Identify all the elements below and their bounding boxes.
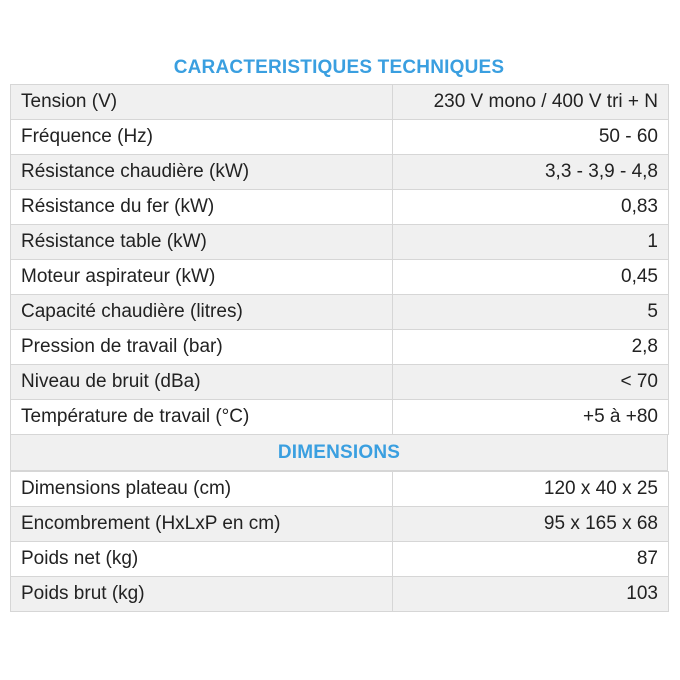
spec-value: 120 x 40 x 25 <box>393 472 669 507</box>
spec-label: Niveau de bruit (dBa) <box>11 365 393 400</box>
spec-label: Fréquence (Hz) <box>11 120 393 155</box>
spec-label: Température de travail (°C) <box>11 400 393 435</box>
table-row <box>11 120 669 155</box>
table-row <box>11 225 669 260</box>
table-row <box>11 365 669 400</box>
table-row <box>11 295 669 330</box>
table-row <box>11 260 669 295</box>
spec-label: Résistance du fer (kW) <box>11 190 393 225</box>
spec-value: 5 <box>393 295 669 330</box>
spec-value: 103 <box>393 577 669 612</box>
spec-label: Résistance chaudière (kW) <box>11 155 393 190</box>
spec-label: Pression de travail (bar) <box>11 330 393 365</box>
spec-value: 50 - 60 <box>393 120 669 155</box>
spec-value: 3,3 - 3,9 - 4,8 <box>393 155 669 190</box>
spec-value: 0,83 <box>393 190 669 225</box>
spec-value: 2,8 <box>393 330 669 365</box>
spec-value: 1 <box>393 225 669 260</box>
table-row <box>11 542 669 577</box>
table-row <box>11 507 669 542</box>
spec-value: 0,45 <box>393 260 669 295</box>
dimensions-table <box>10 471 669 612</box>
spec-label: Dimensions plateau (cm) <box>11 472 393 507</box>
table-row <box>11 400 669 435</box>
spec-sheet <box>10 52 668 612</box>
table-row <box>11 190 669 225</box>
spec-label: Encombrement (HxLxP en cm) <box>11 507 393 542</box>
table-row <box>11 472 669 507</box>
tech-spec-table <box>10 84 669 435</box>
spec-label: Résistance table (kW) <box>11 225 393 260</box>
spec-value: 230 V mono / 400 V tri + N <box>393 85 669 120</box>
spec-value: < 70 <box>393 365 669 400</box>
table-row <box>11 85 669 120</box>
table-row <box>11 155 669 190</box>
spec-value: 87 <box>393 542 669 577</box>
table-row <box>11 577 669 612</box>
spec-label: Poids brut (kg) <box>11 577 393 612</box>
dimensions-section-title: DIMENSIONS <box>10 435 668 471</box>
spec-label: Poids net (kg) <box>11 542 393 577</box>
spec-label: Tension (V) <box>11 85 393 120</box>
spec-value: 95 x 165 x 68 <box>393 507 669 542</box>
tech-section-title: CARACTERISTIQUES TECHNIQUES <box>173 57 505 78</box>
spec-label: Capacité chaudière (litres) <box>11 295 393 330</box>
table-row <box>11 330 669 365</box>
spec-value: +5 à +80 <box>393 400 669 435</box>
spec-label: Moteur aspirateur (kW) <box>11 260 393 295</box>
